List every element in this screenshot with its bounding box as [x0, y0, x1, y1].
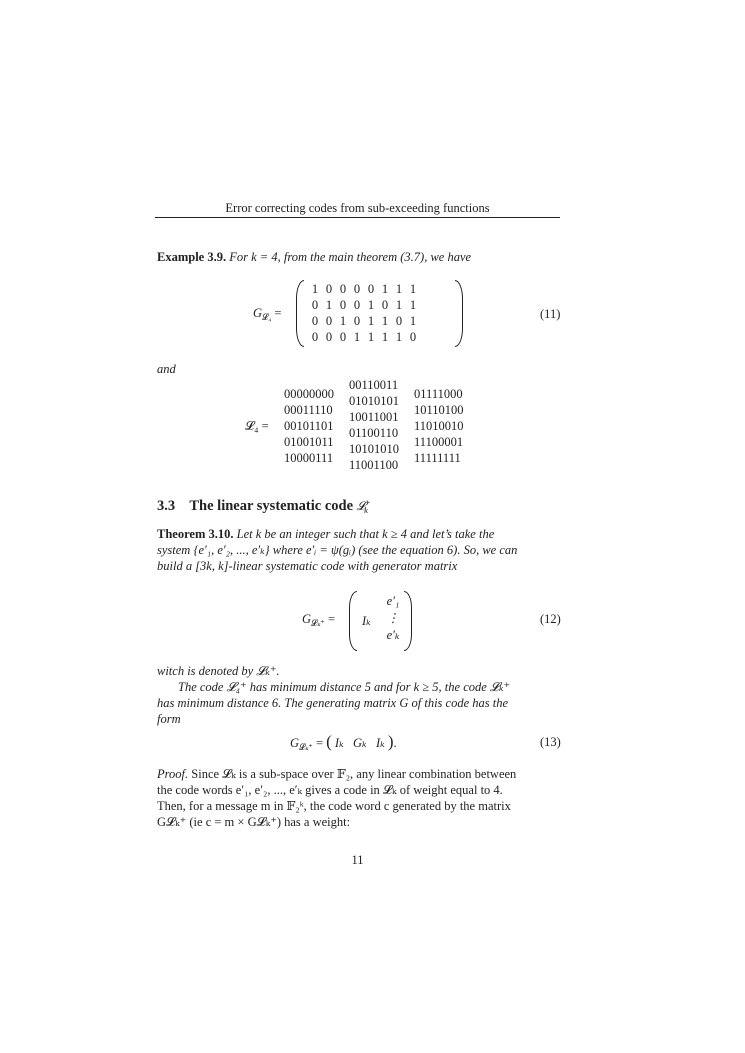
matrix-lhs-symbol: G: [253, 306, 263, 320]
matrix-entry: 0: [311, 330, 319, 344]
eq13-lhs-subscript: 𝓛ₖ⁺: [299, 742, 313, 752]
eq13-block-identity-left: Iₖ: [334, 736, 344, 750]
codeword: 00101101: [284, 419, 334, 433]
eq13-block-gk: Gₖ: [353, 736, 367, 750]
basis-vector: ⋮: [386, 611, 400, 625]
eq12-lhs-symbol: G: [302, 612, 312, 626]
continuation-line-3: has minimum distance 6. The generating matrix G of this code has the: [157, 696, 509, 710]
left-paren: [296, 280, 304, 347]
codeword: 10000111: [284, 451, 334, 465]
matrix-entry: 0: [353, 314, 361, 328]
matrix-entry: 1: [367, 314, 375, 328]
matrix-entry: 0: [395, 314, 403, 328]
matrix-row: [308, 281, 420, 297]
eq13-lhs-symbol: G: [290, 736, 300, 750]
codeword: 01001011: [284, 435, 334, 449]
basis-vector: e′₁: [386, 594, 400, 608]
page-number: 11: [351, 853, 364, 867]
continuation-line-2: The code 𝓛₄⁺ has minimum distance 5 and for k ≥ 5, the code 𝓛ₖ⁺: [178, 680, 511, 694]
matrix-entry: 1: [409, 298, 417, 312]
matrix-entry: 0: [339, 330, 347, 344]
theorem-line-3: build a [3k, k]-linear systematic code with generator matrix: [157, 559, 458, 573]
equation-number-12: (12): [540, 612, 561, 626]
matrix-entry: 0: [409, 330, 417, 344]
matrix-entry: 0: [325, 330, 333, 344]
section-symbol-sub: k: [364, 505, 368, 515]
theorem-line-1: Let k be an integer such that k ≥ 4 and let’s take the: [236, 527, 495, 541]
matrix-row: [308, 297, 420, 313]
matrix-entry: 0: [325, 282, 333, 296]
continuation-line-4: form: [157, 712, 181, 726]
matrix-entry: 1: [325, 298, 333, 312]
equation-number-13: (13): [540, 735, 561, 749]
codeword: 00011110: [284, 403, 333, 417]
matrix-entry: 0: [353, 298, 361, 312]
right-paren: [455, 280, 463, 347]
generator-matrix-l4: [308, 281, 420, 345]
eq13-block-identity-right: Iₖ: [376, 736, 385, 750]
set-column-1: [284, 386, 334, 466]
section-title: The linear systematic code: [189, 498, 354, 514]
codeword: 11100001: [414, 435, 464, 449]
matrix-entry: 1: [339, 314, 347, 328]
matrix-entry: 1: [395, 330, 403, 344]
matrix-entry: 1: [409, 314, 417, 328]
matrix-entry: 0: [325, 314, 333, 328]
codeword: 00000000: [284, 387, 334, 401]
matrix-entry: 0: [311, 298, 319, 312]
proof-line-4: G𝓛ₖ⁺ (ie c = m × G𝓛ₖ⁺) has a weight:: [157, 815, 351, 829]
proof-line-1: Since 𝓛ₖ is a sub-space over 𝔽₂, any linear combination between: [191, 767, 517, 781]
codeword: 10110100: [414, 403, 464, 417]
example-label: Example 3.9.: [157, 250, 227, 264]
identity-block: Iₖ: [362, 614, 371, 628]
matrix-entry: 0: [339, 298, 347, 312]
codeword: 11010010: [414, 419, 464, 433]
matrix-entry: 1: [367, 298, 375, 312]
proof-line-2: the code words e′₁, e′₂, ..., e′ₖ gives a code in 𝓛ₖ of weight equal to 4.: [157, 783, 503, 797]
left-paren: [349, 591, 357, 651]
set-column-3: [414, 386, 464, 466]
theorem-line-2: system {e′₁, e′₂, ..., e′ₖ} where e′ᵢ = ψ(gᵢ) (see the equation 6). So, we can: [157, 543, 518, 557]
set-column-2: [349, 377, 399, 473]
matrix-entry: 1: [395, 282, 403, 296]
matrix-lhs: $G_{𝓛_4}$ =: [253, 306, 282, 322]
matrix-entry: 0: [381, 298, 389, 312]
matrix-entry: 1: [381, 330, 389, 344]
equation-number-11: (11): [540, 307, 561, 321]
theorem-label: Theorem 3.10.: [157, 527, 234, 541]
proof-line-3: Then, for a message m in 𝔽₂ᵏ, the code word c generated by the matrix: [157, 799, 511, 813]
example-paragraph: [157, 249, 471, 265]
example-text: For k = 4, from the main theorem (3.7), we have: [229, 250, 472, 264]
matrix-lhs-subscript: 𝓛₄: [262, 312, 272, 322]
theorem-continuation: [157, 663, 563, 727]
matrix-entry: 1: [381, 314, 389, 328]
codeword: 00110011: [349, 378, 399, 392]
matrix-entry: 1: [311, 282, 319, 296]
matrix-entry: 0: [311, 314, 319, 328]
matrix-entry: 1: [381, 282, 389, 296]
matrix-entry: 0: [367, 282, 375, 296]
continuation-line-1: witch is denoted by 𝓛ₖ⁺.: [157, 664, 280, 678]
and-word: and: [157, 362, 176, 376]
eq12-lhs: $G_{𝓛_k^+}$ =: [302, 612, 335, 628]
proof-paragraph: [157, 766, 567, 830]
proof-label: Proof.: [157, 767, 189, 781]
theorem-paragraph: [157, 526, 563, 574]
codeword: 10011001: [349, 410, 399, 424]
codeword: 01010101: [349, 394, 399, 408]
section-symbol: 𝓛: [356, 499, 366, 513]
section-number: 3.3: [157, 498, 176, 514]
codeword: 01100110: [349, 426, 399, 440]
header-rule: [155, 217, 560, 218]
matrix-entry: 0: [353, 282, 361, 296]
running-header: Error correcting codes from sub-exceeding functions: [225, 201, 490, 215]
section-heading: [157, 497, 371, 515]
matrix-entry: 1: [367, 330, 375, 344]
matrix-entry: 1: [395, 298, 403, 312]
codeword: 11111111: [414, 451, 461, 465]
matrix-entry: 1: [353, 330, 361, 344]
matrix-row: [308, 329, 420, 345]
eq13: $G_{𝓛_k^+}$ = ( Iₖ Gₖ Iₖ ).: [290, 732, 397, 752]
codeword: 11001100: [349, 458, 399, 472]
codeword: 10101010: [349, 442, 399, 456]
matrix-entry: 0: [339, 282, 347, 296]
basis-column: [386, 593, 400, 644]
section-symbol-sup: +: [365, 497, 371, 507]
matrix-entry: 1: [409, 282, 417, 296]
right-paren: [404, 591, 412, 651]
set-lhs: 𝓛₄ =: [245, 419, 269, 433]
matrix-row: [308, 313, 420, 329]
basis-vector: e′ₖ: [386, 628, 400, 642]
eq12-lhs-subscript: 𝓛ₖ⁺: [311, 618, 325, 628]
codeword: 01111000: [414, 387, 463, 401]
